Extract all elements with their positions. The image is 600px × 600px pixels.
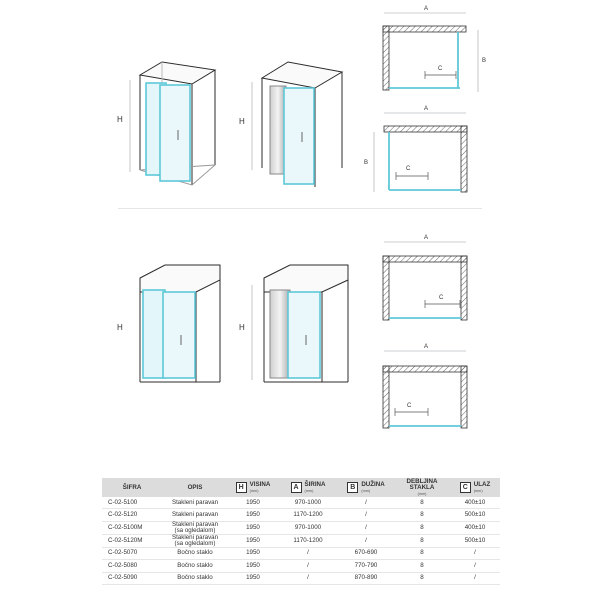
cell-entry: / [450,547,500,559]
cell-desc-text: Bočno staklo [177,561,213,569]
cell-desc [162,560,228,572]
dim-a-label: A [424,6,429,12]
corner-enclosure-clear [130,62,215,185]
cell-entry: 400±10 [450,521,500,534]
cell-height: 1950 [228,547,278,559]
cell-code: C-02-5100 [102,497,162,509]
table-row [102,534,500,547]
cell-width: / [278,572,338,584]
cell-desc-text: Stakleni paravan [171,520,219,528]
cell-length: 870-890 [338,572,394,584]
dim-b-label: B [482,58,487,64]
header-entry-label: ULAZ [473,480,491,488]
cell-width: 1170-1200 [278,534,338,547]
cell-desc-text: Stakleni paravan [171,511,219,519]
cell-desc-text: Bočno staklo [177,549,213,557]
spec-table-header [102,478,500,497]
header-length [338,478,394,497]
cell-thickness: 8 [394,509,450,521]
table-row [102,509,500,521]
table-row [102,521,500,534]
cell-height: 1950 [228,560,278,572]
cell-desc [162,509,228,521]
cell-thickness: 8 [394,497,450,509]
table-row [102,547,500,559]
table-row [102,497,500,509]
height-label: H [117,115,123,124]
cell-code: C-02-5120 [102,509,162,521]
dim-a-label: A [424,235,429,241]
cell-desc-note: (sa ogledalom) [174,539,216,547]
cell-width: 970-1000 [278,497,338,509]
header-length-unit: (mm) [361,488,371,493]
cell-code: C-02-5120M [102,534,162,547]
spec-table [102,478,500,585]
cell-desc [162,547,228,559]
header-desc: OPIS [162,478,228,497]
header-thickness-label: DEBLJINA STAKLA [406,478,438,491]
dim-b-label: B [364,160,369,166]
header-width-unit: (mm) [304,488,314,493]
header-height-label: VISINA [249,480,271,488]
cell-desc-text: Stakleni paravan [171,533,219,541]
table-row [102,572,500,584]
cell-height: 1950 [228,497,278,509]
cell-thickness: 8 [394,547,450,559]
header-entry-unit: (mm) [473,488,483,493]
cell-height: 1950 [228,534,278,547]
cell-length: / [338,521,394,534]
header-height-unit: (mm) [249,488,259,493]
niche-enclosure-clear [140,265,220,382]
plan-view-niche-left [383,351,467,428]
cell-thickness: 8 [394,572,450,584]
cell-code: C-02-5080 [102,560,162,572]
cell-width: 1170-1200 [278,509,338,521]
header-length-label: DUŽINA [361,480,385,488]
height-label: H [117,323,123,332]
cell-entry: 500±10 [450,509,500,521]
cell-code: C-02-5100M [102,521,162,534]
cell-thickness: 8 [394,560,450,572]
dim-c-label: C [407,403,412,409]
header-width-label: ŠIRINA [304,480,326,488]
cell-entry: / [450,572,500,584]
corner-enclosure-mirror [252,62,342,187]
cell-desc [162,534,228,547]
cell-thickness: 8 [394,521,450,534]
height-label: H [239,323,245,332]
section-divider [118,208,482,209]
cell-desc-text: Stakleni paravan [171,498,219,506]
plan-view-niche-right [383,242,467,320]
cell-code: C-02-5090 [102,572,162,584]
cell-code: C-02-5070 [102,547,162,559]
cell-length: / [338,497,394,509]
cell-height: 1950 [228,572,278,584]
header-entry [450,478,500,497]
header-code: ŠIFRA [102,478,162,497]
dim-c-label: C [438,66,443,72]
header-height [228,478,278,497]
entry-icon: C [460,482,471,493]
cell-desc [162,521,228,534]
plan-view-corner-right [383,13,478,92]
cell-desc [162,572,228,584]
cell-length: / [338,534,394,547]
cell-thickness: 8 [394,534,450,547]
cell-entry: 500±10 [450,534,500,547]
dim-c-label: C [406,166,411,172]
cell-length: 670-690 [338,547,394,559]
plan-view-corner-left [374,113,467,192]
length-icon: B [347,482,358,493]
height-label: H [239,117,245,126]
header-thickness [394,478,450,497]
cell-desc-text: Bočno staklo [177,574,213,582]
dim-a-label: A [424,106,429,112]
cell-length: 770-790 [338,560,394,572]
cell-entry: / [450,560,500,572]
header-width [278,478,338,497]
dim-c-label: C [439,295,444,301]
cell-height: 1950 [228,509,278,521]
cell-width: / [278,547,338,559]
cell-desc [162,497,228,509]
dim-a-label: A [424,344,429,350]
cell-desc-note: (sa ogledalom) [174,526,216,534]
niche-enclosure-mirror [252,265,348,382]
cell-width: / [278,560,338,572]
cell-entry: 400±10 [450,497,500,509]
table-row [102,560,500,572]
cell-length: / [338,509,394,521]
cell-height: 1950 [228,521,278,534]
cell-width: 970-1000 [278,521,338,534]
height-icon: H [236,482,247,493]
header-thickness-unit: (mm) [417,492,427,496]
width-icon: A [291,482,302,493]
